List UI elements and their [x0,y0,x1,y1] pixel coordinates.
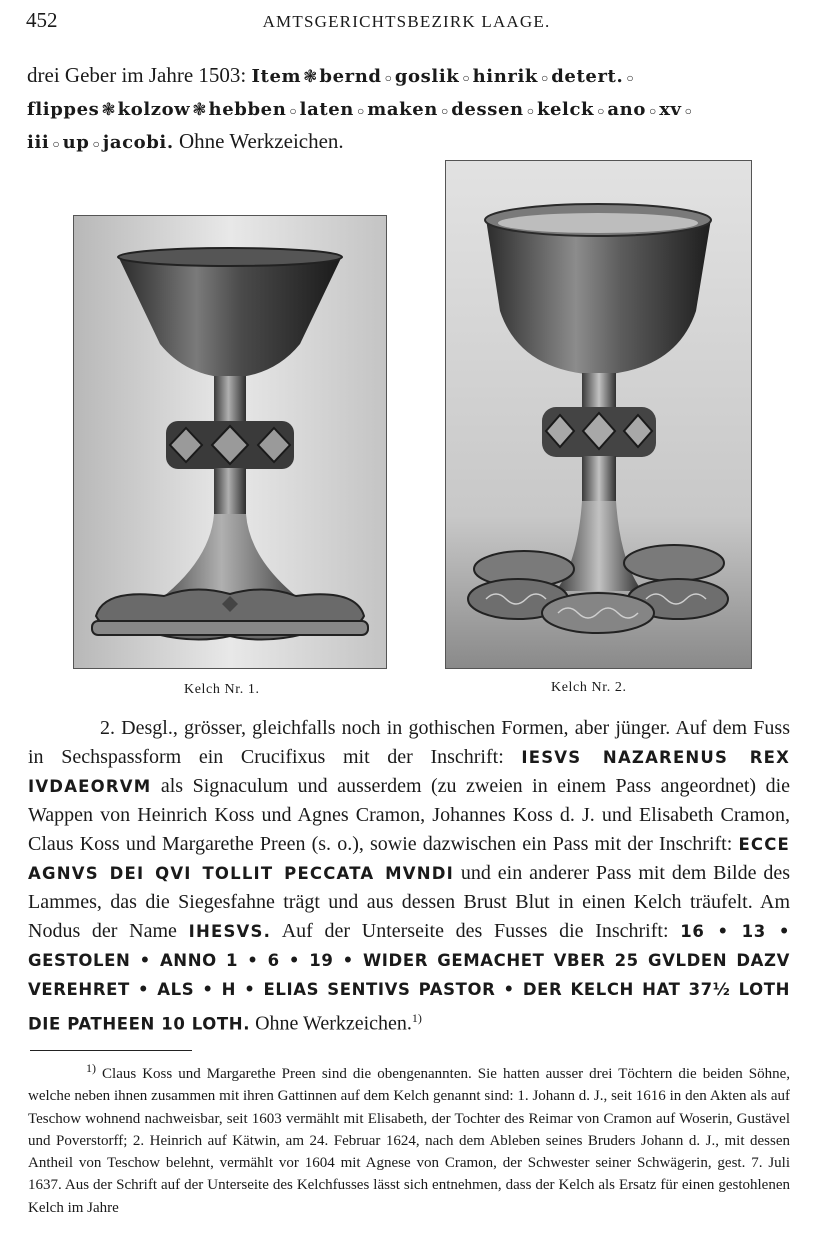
inscription-word: kolzow [117,99,191,120]
inscription-word: jacobi. [102,132,174,153]
page-header [26,8,787,38]
inscription-word: hebben [208,99,287,120]
body-text: Ohne Werkzeichen. [255,1012,412,1035]
body-text: und ein anderer Pass mit dem Bilde des Lammes, das die Siegesfahne trägt und aus dessen Brust Blut in einen Kelch träufelt. Am Nodus der Name [28,862,791,942]
inscription-word: bernd [319,66,382,87]
inscription-word: iii [27,132,50,153]
inscription: IHESVS. [188,922,272,941]
inscription-word: up [62,132,90,153]
inscription-word: xv [659,99,682,120]
ring-ornament-icon: ○ [357,104,365,118]
rosette-ornament-icon: ❃ [101,100,116,119]
inscription-word: laten [299,99,354,120]
intro-text: Ohne Werkzeichen. [179,129,344,153]
inscription-word: goslik [394,66,460,87]
figure-caption: Kelch Nr. 2. [551,680,627,695]
inscription-word: hinrik [472,66,538,87]
inscription-word: dessen [451,99,524,120]
body-text: als Signaculum und ausserdem (zu zweien in einem Pass angeordnet) die Wappen von Heinrich Koss und Agnes Cramon, Johannes Koss d. J. und Elisabeth Cramon, Claus Koss und Margarethe Preen (s. o.), sowie dazwischen ein Pass mit der Inschrift: [28,775,791,855]
chalice-1-photo [73,215,387,669]
footnote-divider [30,1050,192,1051]
ring-ornament-icon: ○ [52,137,60,151]
ring-ornament-icon: ○ [648,104,657,118]
main-paragraph [28,714,790,1039]
inscription: ECCE AGNVS DEI QVI TOLLIT PECCATA MVNDI [28,835,790,883]
ring-ornament-icon: ○ [440,104,449,118]
body-text: 2. Desgl., grösser, gleichfalls noch in gothischen Formen, aber jünger. Auf dem Fuss in Sechspassform ein Crucifixus mit der Inschrift: [28,717,790,768]
rosette-ornament-icon: ❃ [192,100,207,119]
inscription: IESVS NAZARENUS REX IVDAEORVM [28,748,790,796]
quatrefoil-ornament-icon: ○ [384,71,392,85]
quatrefoil-ornament-icon: ○ [684,104,692,118]
inscription-word: Item [251,66,302,87]
ring-ornament-icon: ○ [526,104,534,118]
inscription-word: maken [367,99,438,120]
footnote-text: Claus Koss und Margarethe Preen sind die obengenannten. Sie hatten ausser drei Töchtern die beiden Söhne, welche neben ihnen zusammen mit ihren Gattinnen auf dem Kelch genannt sind: 1. Johann d. J., seit 1616 in den Akten als auf Teschow wohnend nachweisbar, seit 1603 vermählt mit Elisabeth, der Tochter des Reimar von Cramon auf Woserin, Gustävel und Poverstorff; 2. Heinrich auf Kätwin, am 24. Februar 1624, nach dem Ableben seines Bruders Johann d. J., mit dessen Antheil von Teschow belehnt, vermählt vor 1604 mit Agnese von Cramon, der Schwester seiner Schwägerin, gest. 7. Juli 1637. Aus der Schrift auf der Unterseite des Kelchfusses lässt sich entnehmen, dass der Kelch als Ersatz für einen gestohlenen Kelch im Jahre [28,1066,790,1216]
intro-paragraph [27,60,789,159]
inscription-word: flippes [27,99,100,120]
ring-ornament-icon: ○ [289,104,297,118]
running-head: AMTSGERICHTSBEZIRK LAAGE. [262,12,551,31]
footnote-marker: 1) [86,1061,96,1075]
inscription-word: detert. [551,66,624,87]
body-text: Auf der Unterseite des Fusses die Inschrift: [281,920,669,942]
chalice-2-photo [445,160,752,669]
inscription-word: ano [607,99,646,120]
inscription-word: kelck [536,99,595,120]
intro-text: drei Geber im Jahre 1503: [27,63,247,87]
ring-ornament-icon: ○ [597,104,605,118]
quatrefoil-ornament-icon: ○ [626,71,634,85]
inscription: 16 • 13 • GESTOLEN • ANNO 1 • 6 • 19 • WIDER GEMACHET VBER 25 GVLDEN DAZV VEREHRET • ALS • H • ELIAS SENTIVS PASTOR • DER KELCH HAT 37½ LOTH DIE PATHEEN 10 LOTH. [28,922,791,1034]
ring-ornament-icon: ○ [92,137,100,151]
footnote-reference[interactable]: 1) [411,1011,422,1025]
footnote [28,1057,790,1219]
figure-caption: Kelch Nr. 1. [184,682,260,697]
quatrefoil-ornament-icon: ○ [462,71,470,85]
rosette-ornament-icon: ❃ [303,67,318,86]
page-number: 452 [26,8,58,32]
quatrefoil-ornament-icon: ○ [541,71,549,85]
